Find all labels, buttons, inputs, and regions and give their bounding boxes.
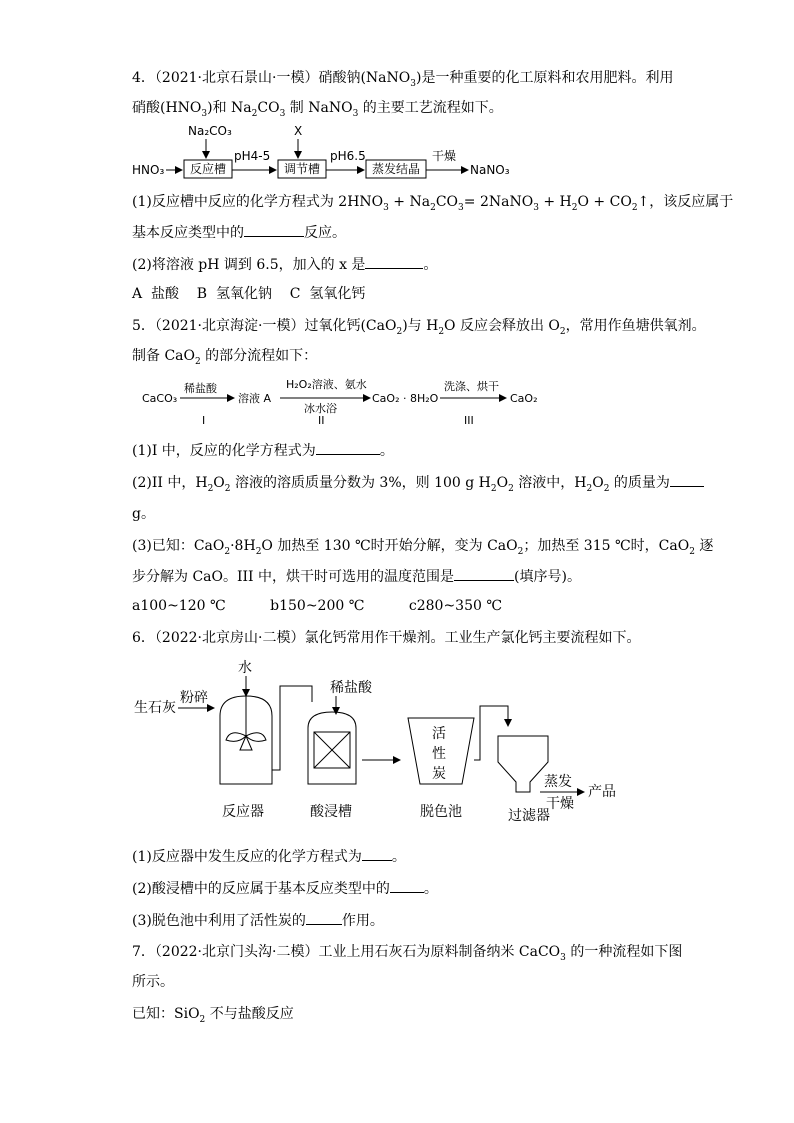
- q6-evap-label: 蒸发: [544, 774, 572, 790]
- q6-reactor-vessel: [220, 696, 272, 784]
- q4-flow-arrow2: pH6.5: [330, 149, 366, 163]
- q5-part3-line1: (3)已知：$CaO_2\cdot 8H_2O$ 加热至 130 ℃时开始分解，变为 CaO$_2$；加热至 315 ℃时，CaO$_2$ 逐: [132, 538, 714, 557]
- answer-blank[interactable]: [365, 254, 423, 269]
- q6-dry-label: 干燥: [546, 796, 574, 812]
- q4-flow-input1: Na₂CO₃: [188, 124, 232, 138]
- q4-part1-line2: 基本反应类型中的 反应。: [132, 222, 346, 243]
- q4-part2: (2)将溶液 pH 调到 6.5，加入的 x 是 。: [132, 254, 437, 275]
- q4-stem-line2: 硝酸$(HNO_3)$和 $Na_2CO_3$ 制 NaNO$_3$ 的主要工艺流程如下。: [132, 100, 503, 119]
- answer-blank[interactable]: [316, 440, 380, 455]
- q5-flow-mid1: 溶液 A: [238, 392, 272, 405]
- q4-part1-line1: (1)反应槽中反应的化学方程式为 $2HNO_3 + Na_2CO_3=$ 2NaNO$_3$ + $H_2O$ + $CO_2↑$，该反应属于: [132, 194, 734, 213]
- q5-part3-line2: 步分解为 CaO。III 中，烘干时可选用的温度范围是 (填序号)。: [132, 566, 581, 587]
- q7-stem-line1: 7．（2022·北京门头沟·二模）工业上用石灰石为原料制备纳米 CaCO$_3$ 的一种流程如下图: [132, 944, 683, 963]
- q5-flow-step1: I: [202, 414, 206, 427]
- q4-flow-end: NaNO₃: [470, 163, 510, 177]
- answer-blank[interactable]: [244, 222, 304, 237]
- q6-acid-tank-label: 酸浸槽: [310, 804, 352, 820]
- q5-flow-start: CaCO₃: [142, 392, 178, 405]
- q6-part1: (1)反应器中发生反应的化学方程式为 。: [132, 846, 406, 867]
- q6-water-label: 水: [238, 660, 252, 676]
- q6-carbon-char3: 炭: [432, 766, 446, 782]
- q7-stem-line2: 所示。: [132, 974, 174, 990]
- q6-filter-funnel: [498, 736, 548, 792]
- q5-flow-end: CaO₂: [510, 392, 538, 405]
- q6-carbon-char1: 活: [432, 726, 446, 742]
- q4-flow-box3: 蒸发结晶: [371, 162, 421, 176]
- q5-part2-line2: g。: [132, 506, 155, 522]
- q5-stem-line2: 制备 CaO$_2$ 的部分流程如下：: [132, 348, 318, 367]
- q5-flow-diagram: [140, 374, 560, 430]
- q4-flow-start: HNO₃: [132, 163, 165, 177]
- q4-stem-line1: 4．（2021·北京石景山·一模）硝酸钠(NaNO$_3$)是一种重要的化工原料和农用肥料。利用: [132, 70, 674, 89]
- q5-stem-line1: 5．（2021·北京海淀·一模）过氧化钙(CaO$_2$)与 $H_2O$ 反应会释放出 $O_2$，常用作鱼塘供氧剂。: [132, 318, 706, 337]
- q5-flow-arrow2-condition: 冰水浴: [304, 402, 337, 415]
- q5-flow-mid2: CaO₂ · 8H₂O: [372, 392, 439, 405]
- q6-part3: (3)脱色池中利用了活性炭的 作用。: [132, 910, 384, 931]
- q4-options: A 盐酸 B 氢氧化钠 C 氢氧化钙: [132, 286, 366, 302]
- answer-blank[interactable]: [670, 472, 704, 487]
- q6-stem: 6．（2022·北京房山·二模）氯化钙常用作干燥剂。工业生产氯化钙主要流程如下。: [132, 630, 641, 646]
- q4-flow-box2: 调节槽: [283, 162, 321, 176]
- q6-acid-tank: [308, 712, 356, 784]
- q5-options: a100~120 ℃ b150~200 ℃ c280~350 ℃: [132, 598, 503, 614]
- q5-flow-arrow2-label: H₂O₂溶液、氨水: [286, 378, 367, 391]
- q6-raw-material: 生石灰: [134, 700, 176, 716]
- q7-known: 已知：SiO$_2$ 不与盐酸反应: [132, 1006, 294, 1025]
- q6-process-diagram: [130, 652, 630, 832]
- q4-flow-box1: 反应槽: [189, 162, 227, 176]
- q4-flow-arrow1: pH4-5: [234, 149, 271, 163]
- q6-carbon-char2: 性: [432, 746, 446, 762]
- q6-decolor-label: 脱色池: [420, 804, 462, 820]
- q5-flow-step2: II: [318, 414, 325, 427]
- answer-blank[interactable]: [306, 910, 342, 925]
- q6-reactor-label: 反应器: [222, 804, 264, 820]
- q6-acid-label: 稀盐酸: [330, 680, 372, 696]
- q5-flow-arrow3-label: 洗涤、烘干: [444, 380, 499, 393]
- q5-flow-arrow1-label: 稀盐酸: [184, 382, 217, 395]
- answer-blank[interactable]: [454, 566, 514, 581]
- q4-flow-input2: X: [294, 124, 303, 138]
- q4-flow-arrow3: 干燥: [432, 149, 457, 163]
- q6-product-label: 产品: [588, 784, 616, 800]
- q5-part1: (1)I 中，反应的化学方程式为 。: [132, 440, 394, 461]
- answer-blank[interactable]: [362, 846, 392, 861]
- q6-filter-label: 过滤器: [508, 808, 550, 824]
- q4-flow-diagram: [130, 122, 530, 184]
- q6-part2: (2)酸浸槽中的反应属于基本反应类型中的 。: [132, 878, 438, 899]
- q6-crush-label: 粉碎: [180, 690, 208, 706]
- q5-flow-step3: III: [464, 414, 474, 427]
- q5-part2-line1: (2)II 中，$H_2O_2$ 溶液的溶质质量分数为 3%，则 100 g $H_2O_2$ 溶液中，$H_2O_2$ 的质量为: [132, 472, 704, 499]
- answer-blank[interactable]: [390, 878, 424, 893]
